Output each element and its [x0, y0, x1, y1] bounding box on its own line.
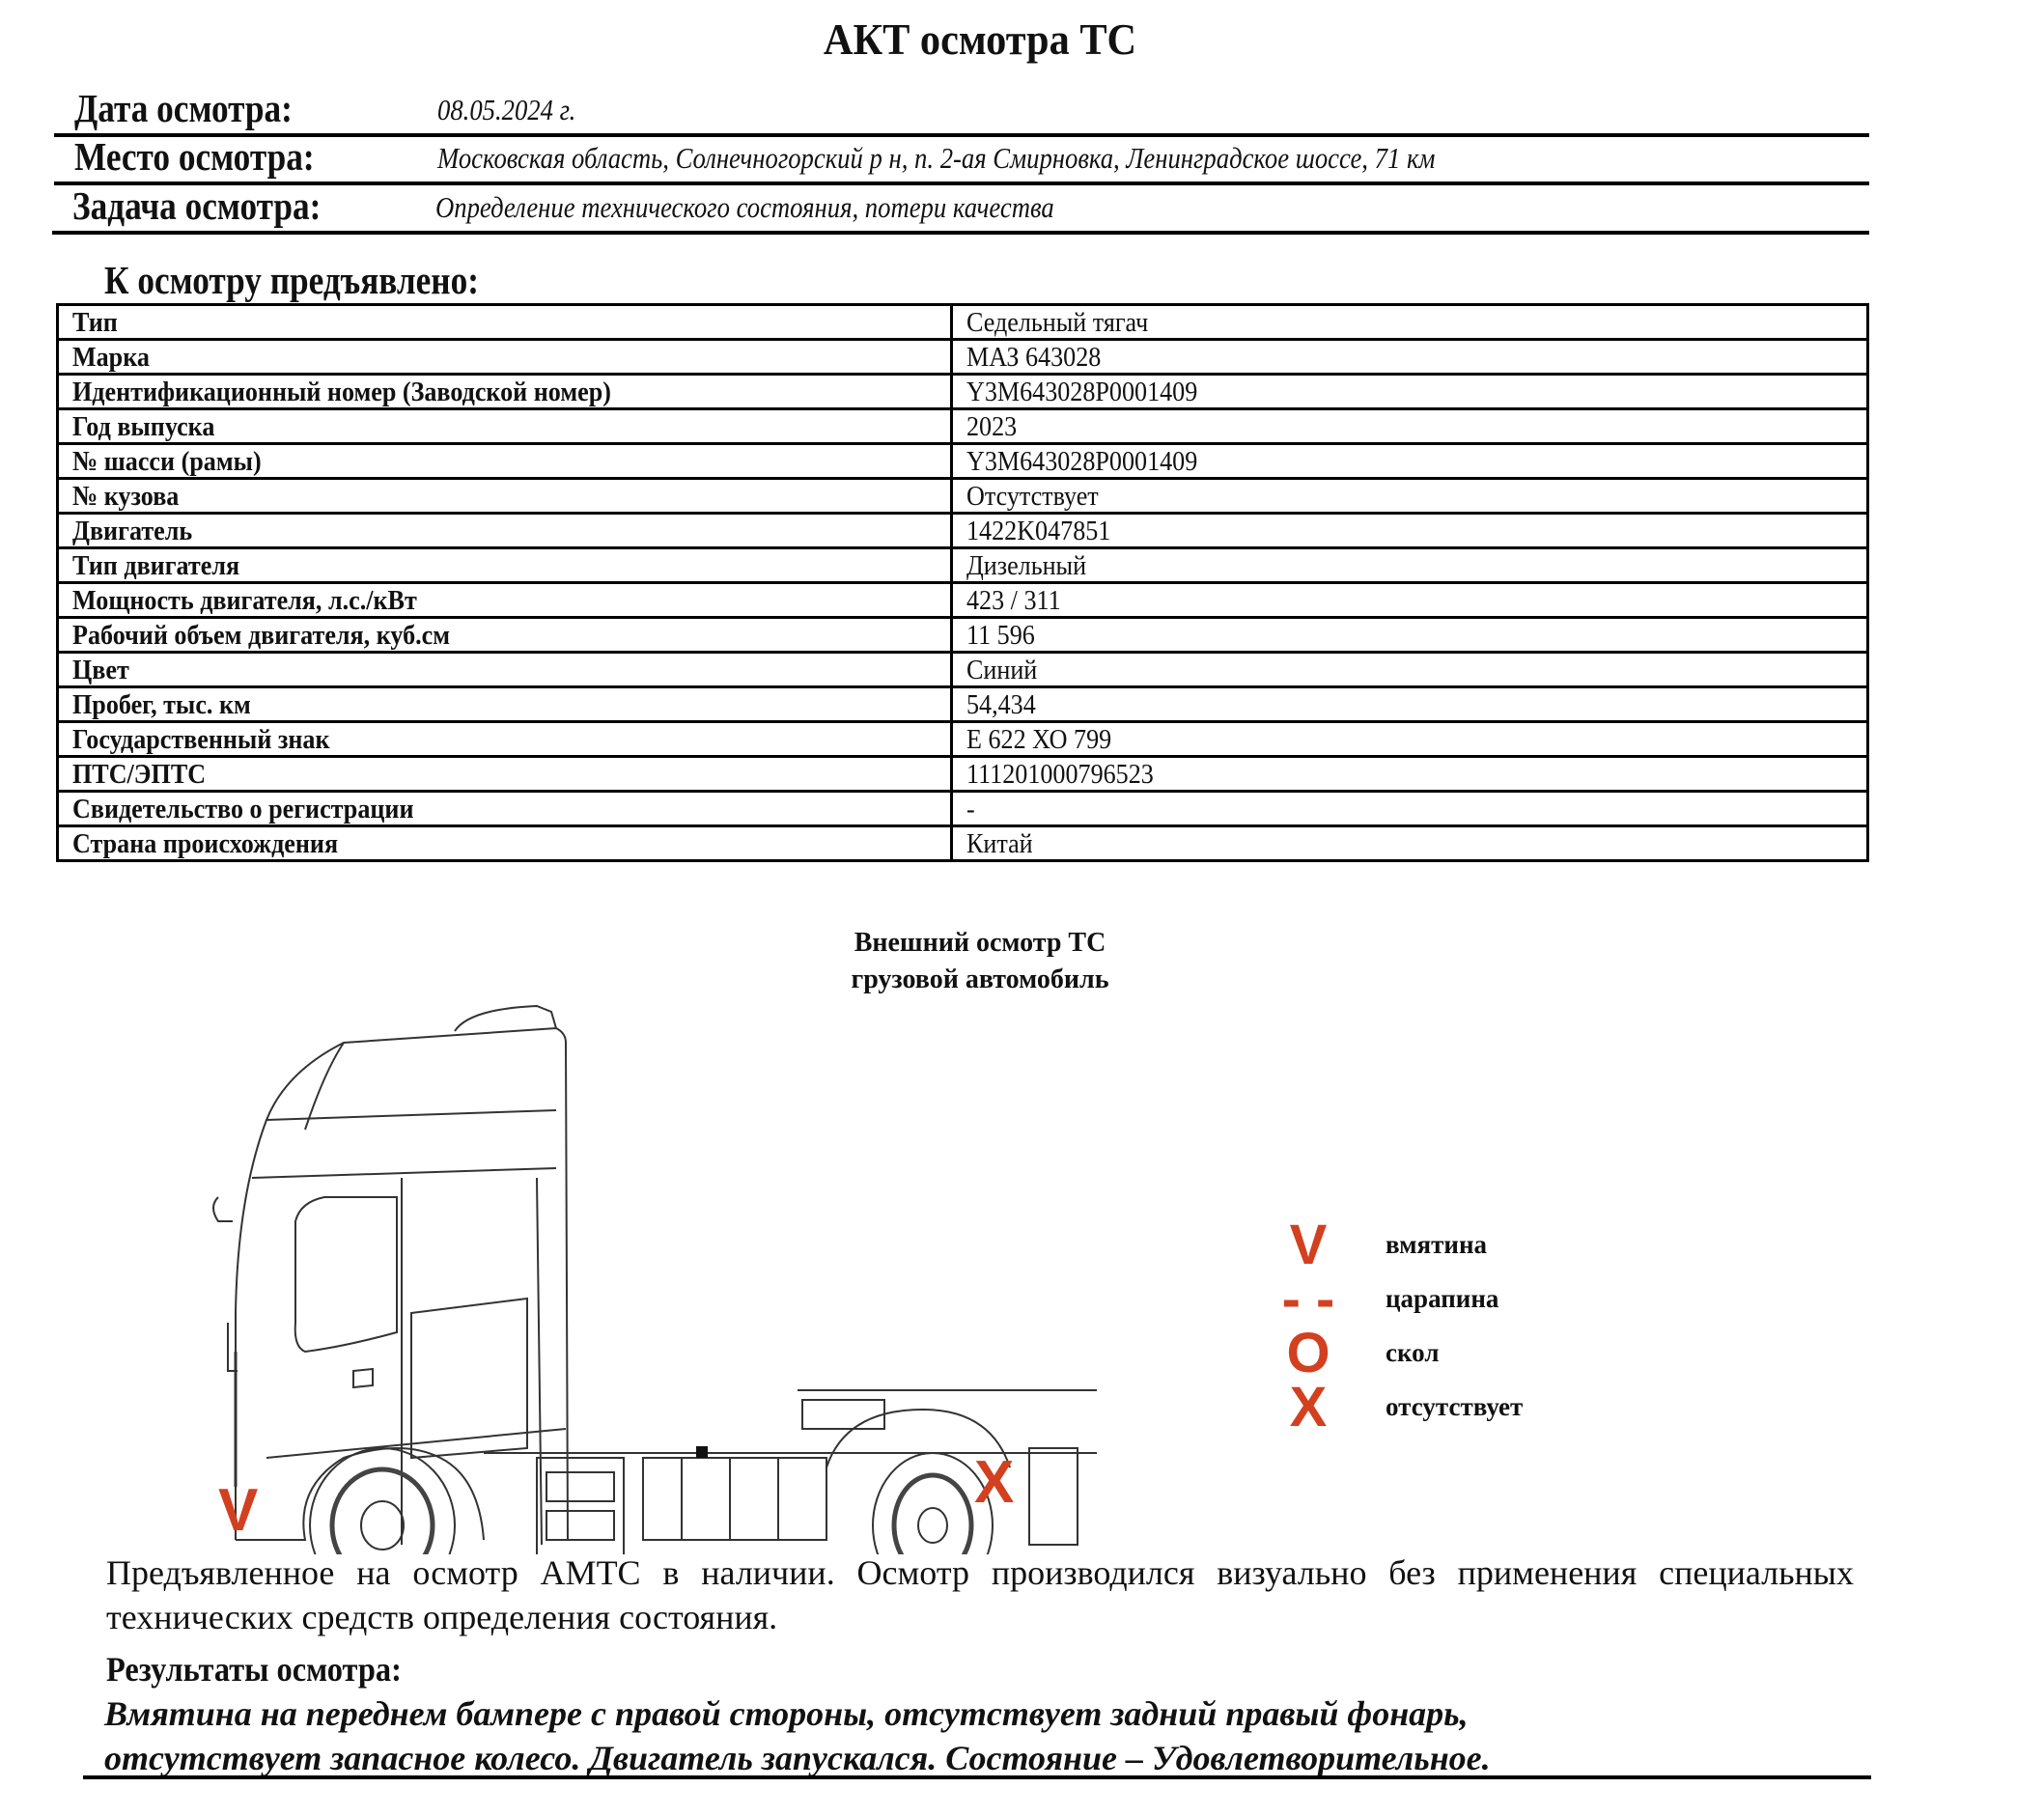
- missing-icon: X: [1289, 1376, 1328, 1439]
- spec-row: [58, 583, 1868, 618]
- spec-key: Тип двигателя: [72, 549, 240, 581]
- spec-value-cell: [952, 722, 1868, 757]
- spec-value-cell: [952, 548, 1868, 583]
- inspection-statement: Предъявленное на осмотр АМТС в наличии. Осмотр производился визуально без применения специальных технических средств определения состояния.: [106, 1553, 1854, 1636]
- spec-row: [58, 548, 1868, 583]
- spec-key: № шасси (рамы): [72, 445, 262, 477]
- spec-key-cell: [58, 548, 952, 583]
- spec-value: 54,434: [966, 688, 1036, 720]
- spec-key-cell: [58, 583, 952, 618]
- spec-row: [58, 375, 1868, 409]
- truck-side-view-diagram: [209, 1004, 1097, 1554]
- spec-key-cell: [58, 826, 952, 861]
- spec-row: [58, 687, 1868, 722]
- spec-key-cell: [58, 444, 952, 479]
- spec-value-cell: [952, 792, 1868, 826]
- diagram-caption-line1: Внешний осмотр ТС: [854, 928, 1106, 958]
- spec-key-cell: [58, 687, 952, 722]
- inspection-task-row: [52, 182, 1869, 235]
- spec-value-cell: [952, 826, 1868, 861]
- spec-value-cell: [952, 757, 1868, 792]
- spec-key: № кузова: [72, 480, 180, 512]
- spec-key-cell: [58, 340, 952, 375]
- inspection-place-value: Московская область, Солнечногорский р н, п. 2-ая Смирновка, Ленинградское шоссе, 71 км: [437, 141, 1436, 175]
- spec-key: Рабочий объем двигателя, куб.см: [72, 619, 451, 651]
- spec-value: Дизельный: [966, 549, 1087, 581]
- spec-value: 1422K047851: [966, 515, 1111, 546]
- damage-legend: [1270, 1214, 1617, 1450]
- spec-key: Государственный знак: [72, 723, 330, 755]
- dent-icon: V: [1289, 1214, 1328, 1276]
- spec-row: [58, 722, 1868, 757]
- spec-key-cell: [58, 722, 952, 757]
- inspection-date-row: [54, 85, 1869, 137]
- spec-value: 111201000796523: [966, 758, 1154, 790]
- spec-key: Марка: [72, 341, 150, 373]
- spec-value-cell: [952, 583, 1868, 618]
- spec-row: [58, 618, 1868, 653]
- results-underline: [83, 1775, 1871, 1779]
- spec-value-cell: [952, 340, 1868, 375]
- spec-value-cell: [952, 444, 1868, 479]
- spec-key: ПТС/ЭПТС: [72, 758, 207, 790]
- legend-item-chip: [1270, 1322, 1617, 1384]
- spec-row: [58, 479, 1868, 514]
- spec-row: [58, 409, 1868, 444]
- spec-key-cell: [58, 479, 952, 514]
- spec-key: Пробег, тыс. км: [72, 688, 251, 720]
- spec-value: Y3M643028P0001409: [966, 376, 1198, 407]
- spec-value: 2023: [966, 410, 1018, 442]
- spec-value-cell: [952, 305, 1868, 340]
- spec-value-cell: [952, 687, 1868, 722]
- front-wheel: [310, 1448, 455, 1554]
- legend-label: вмятина: [1386, 1230, 1487, 1259]
- spec-value: -: [966, 793, 975, 824]
- results-line-2: отсутствует запасное колесо. Двигатель запускался. Состояние – Удовлетворительное.: [104, 1739, 1491, 1777]
- spec-value-cell: [952, 479, 1868, 514]
- damage-mark-missing: X: [974, 1449, 1015, 1516]
- diagram-caption: [734, 925, 1226, 998]
- legend-item-missing: [1270, 1376, 1617, 1439]
- legend-label: отсутствует: [1386, 1392, 1524, 1421]
- spec-key-cell: [58, 792, 952, 826]
- spec-row: [58, 757, 1868, 792]
- spec-value-cell: [952, 409, 1868, 444]
- spec-value: 11 596: [966, 619, 1035, 651]
- spec-key: Идентификационный номер (Заводской номер): [72, 376, 611, 407]
- spec-row: [58, 514, 1868, 548]
- inspection-task-value: Определение технического состояния, потери качества: [435, 190, 1054, 224]
- spec-row: [58, 826, 1868, 861]
- spec-key-cell: [58, 409, 952, 444]
- inspection-place-row: [54, 133, 1869, 185]
- spec-key: Тип: [72, 306, 118, 338]
- legend-item-dent: [1270, 1214, 1617, 1276]
- spec-value: Отсутствует: [966, 480, 1099, 512]
- inspection-date-value: 08.05.2024 г.: [437, 93, 576, 126]
- spec-row: [58, 305, 1868, 340]
- spec-key-cell: [58, 305, 952, 340]
- inspection-place-label: Место осмотра:: [74, 134, 315, 179]
- spec-value-cell: [952, 618, 1868, 653]
- spec-key-cell: [58, 757, 952, 792]
- diagram-caption-line2: грузовой автомобиль: [851, 964, 1109, 994]
- legend-label: скол: [1386, 1338, 1440, 1367]
- rear-wheel: [826, 1410, 1078, 1554]
- spec-key: Год выпуска: [72, 410, 215, 442]
- presented-heading: К осмотру предъявлено:: [104, 258, 480, 302]
- vehicle-spec-table: [56, 303, 1869, 862]
- spec-value-cell: [952, 514, 1868, 548]
- spec-value: Седельный тягач: [966, 306, 1149, 338]
- spec-row: [58, 444, 1868, 479]
- spec-row: [58, 653, 1868, 687]
- results-line-1: Вмятина на переднем бампере с правой стороны, отсутствует задний правый фонарь,: [104, 1694, 1469, 1733]
- spec-value: Y3M643028P0001409: [966, 445, 1198, 477]
- spec-key: Страна происхождения: [72, 827, 339, 859]
- spec-value: Синий: [966, 654, 1038, 685]
- inspection-date-label: Дата осмотра:: [74, 86, 293, 130]
- chip-icon: O: [1286, 1322, 1330, 1384]
- spec-key: Мощность двигателя, л.с./кВт: [72, 584, 417, 616]
- scratch-icon: - -: [1281, 1268, 1335, 1330]
- spec-key: Двигатель: [72, 515, 193, 546]
- spec-key-cell: [58, 375, 952, 409]
- spec-row: [58, 340, 1868, 375]
- spec-key-cell: [58, 653, 952, 687]
- legend-item-scratch: [1270, 1268, 1617, 1330]
- spec-value: Е 622 ХО 799: [966, 723, 1112, 755]
- spec-key-cell: [58, 514, 952, 548]
- spec-row: [58, 792, 1868, 826]
- damage-mark-dent: V: [218, 1477, 259, 1544]
- legend-label: царапина: [1386, 1284, 1499, 1313]
- truck-cab: [213, 1006, 568, 1545]
- spec-value-cell: [952, 375, 1868, 409]
- spec-key: Цвет: [72, 654, 129, 685]
- spec-key-cell: [58, 618, 952, 653]
- inspection-task-label: Задача осмотра:: [72, 183, 322, 228]
- spec-value: МАЗ 643028: [966, 341, 1102, 373]
- results-heading: Результаты осмотра:: [106, 1650, 402, 1689]
- document-title: АКТ осмотра ТС: [823, 14, 1137, 64]
- spec-value: 423 / 311: [966, 584, 1061, 616]
- spec-value-cell: [952, 653, 1868, 687]
- results-text: [104, 1691, 1862, 1780]
- spec-value: Китай: [966, 827, 1033, 859]
- spec-key: Свидетельство о регистрации: [72, 793, 414, 824]
